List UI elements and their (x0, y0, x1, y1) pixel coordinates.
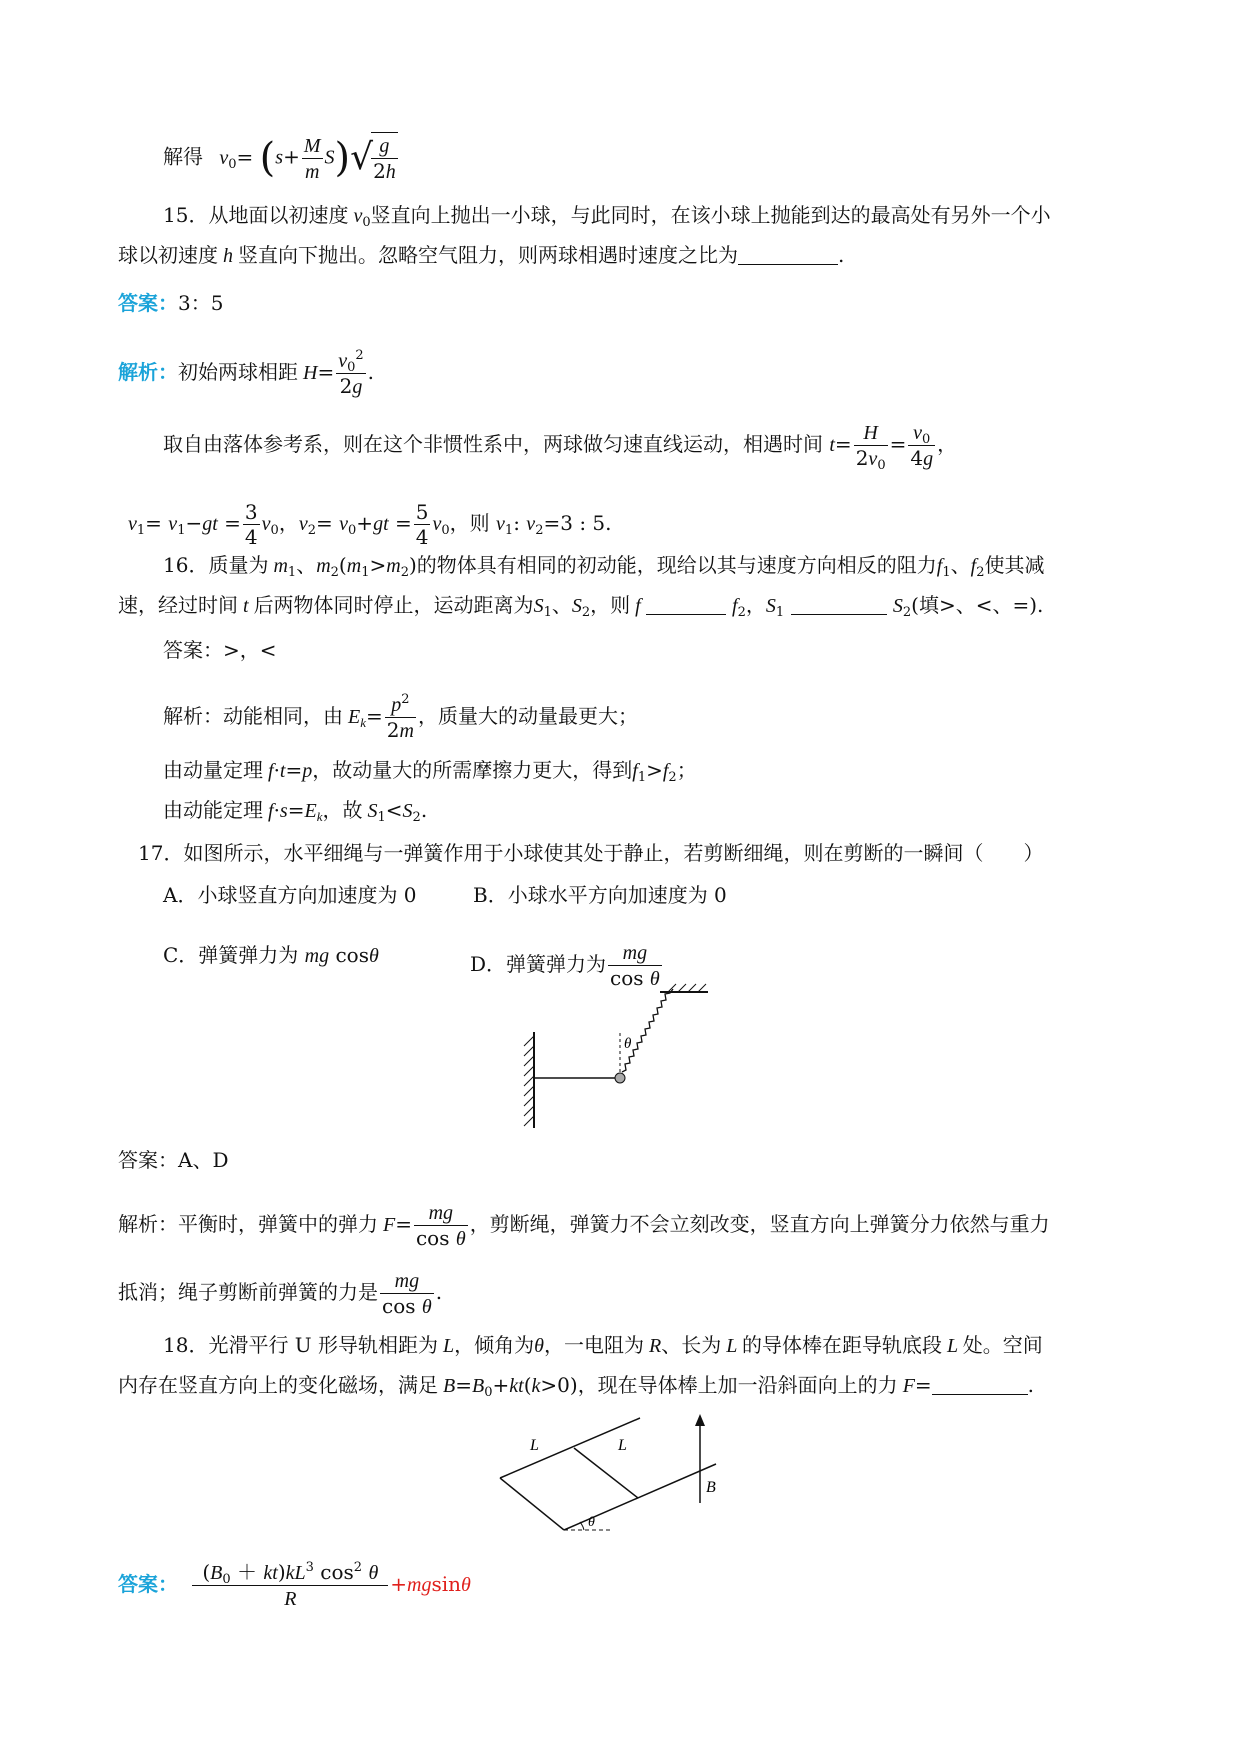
q17-option-b: B．小球水平方向加速度为 0 (473, 883, 727, 907)
analysis-label: 解析： (118, 360, 178, 384)
q17-option-c: C．弹簧弹力为 mg cosθ (163, 943, 379, 967)
q16-line2: 速，经过时间 t 后两物体同时停止，运动距离为$S_1$、$S_2$，则 f $f_2$，$S_1$ $S_2$(填>、<、=). (118, 593, 1044, 620)
q16-analysis: 解析：动能相同，由 $E_k=$ $\frac{p^2}{2m}$ ，质量大的动量最更大； (163, 692, 638, 742)
q15-line2: 球以初速度 h 竖直向下抛出。忽略空气阻力，则两球相遇时速度之比为 . (118, 243, 845, 267)
spring-figure (520, 990, 720, 1130)
q16-momentum: 由动量定理 f·t=p，故动量大的所需摩擦力更大，得到$f_1>f_2$； (163, 758, 697, 785)
q15-line1: 15．从地面以初速度 $v_0$竖直向上抛出一小球，与此同时，在该小球上抛能到达的最高处有另外一个小 (163, 203, 1051, 230)
q16-line1: 16．质量为 $m_1$、$m_2(m_1>m_2)$的物体具有相同的初动能，现给以其与速度方向相反的阻力$f_1$、$f_2$使其减 (163, 553, 1045, 580)
figure-theta-label: θ (624, 1036, 632, 1052)
solve-label: 解得 (163, 144, 203, 169)
q17-stem: 17．如图所示，水平细绳与一弹簧作用于小球使其处于静止，若剪断细绳，则在剪断的一瞬间（ ） (138, 841, 1044, 865)
q17-option-d: D．弹簧弹力为 $\frac{mg}{\text{cos θ}}$ (470, 942, 660, 990)
q15-analysis: 解析：初始两球相距 H= $\frac{v_0^2}{2g}$ . (118, 348, 375, 398)
solve-line: 解得 $v_0= (s+$ $\frac{M}{m}$ S)√ $\frac{g}{2h}$ (163, 132, 400, 184)
rail-L-label-right: L (618, 1437, 627, 1454)
q16-energy: 由动能定理 $f\cdot s=E_k$，故 $S_1<S_2$. (163, 798, 428, 825)
q17-analysis-cont: 抵消；绳子剪断前弹簧的力是 $\frac{mg}{\text{cos θ}}$ . (118, 1270, 443, 1318)
q15-line4: $v_1= v_1-gt$ = $\frac{3}{4}$ $v_0$，$v_2= v_0+gt$ = $\frac{5}{4}$ $v_0$，则 $v_1$: $v_2=3$ : 5. (128, 500, 612, 549)
q17-answer: 答案：A、D (118, 1148, 229, 1172)
q15-line3: 取自由落体参考系，则在这个非惯性系中，两球做匀速直线运动，相遇时间 t= $\frac{H}{2v_0}$ = $\frac{v_0}{4g}$ ， (163, 422, 958, 473)
q15-answer: 答案：3：5 (118, 291, 224, 315)
q18-answer: 答案： $\frac{(B_0 + kt)kL^3 \cos^2 \theta}{R}$ +mgsinθ (118, 1560, 471, 1610)
answer-label: 答案： (118, 291, 178, 315)
q17-option-a: A．小球竖直方向加速度为 0 (163, 883, 417, 907)
rail-L-label-left: L (530, 1437, 539, 1454)
q18-line1: 18．光滑平行 U 形导轨相距为 L，倾角为θ，一电阻为 R、长为 L 的导体棒在距导轨底段 L 处。空间 (163, 1333, 1043, 1357)
field-B-label: B (706, 1479, 716, 1496)
rail-theta-label: θ (588, 1515, 595, 1530)
rail-figure (500, 1408, 730, 1538)
q18-line2: 内存在竖直方向上的变化磁场，满足 $B=B_0+kt(k>0)$，现在导体棒上加一沿斜面向上的力 F= . (118, 1373, 1035, 1400)
q16-answer: 答案：>，< (163, 638, 277, 662)
q17-analysis: 解析：平衡时，弹簧中的弹力 F= $\frac{mg}{\text{cos θ}}$ ，剪断绳，弹簧力不会立刻改变，竖直方向上弹簧分力依然与重力 (118, 1202, 1050, 1250)
answer-label: 答案： (118, 1572, 178, 1596)
